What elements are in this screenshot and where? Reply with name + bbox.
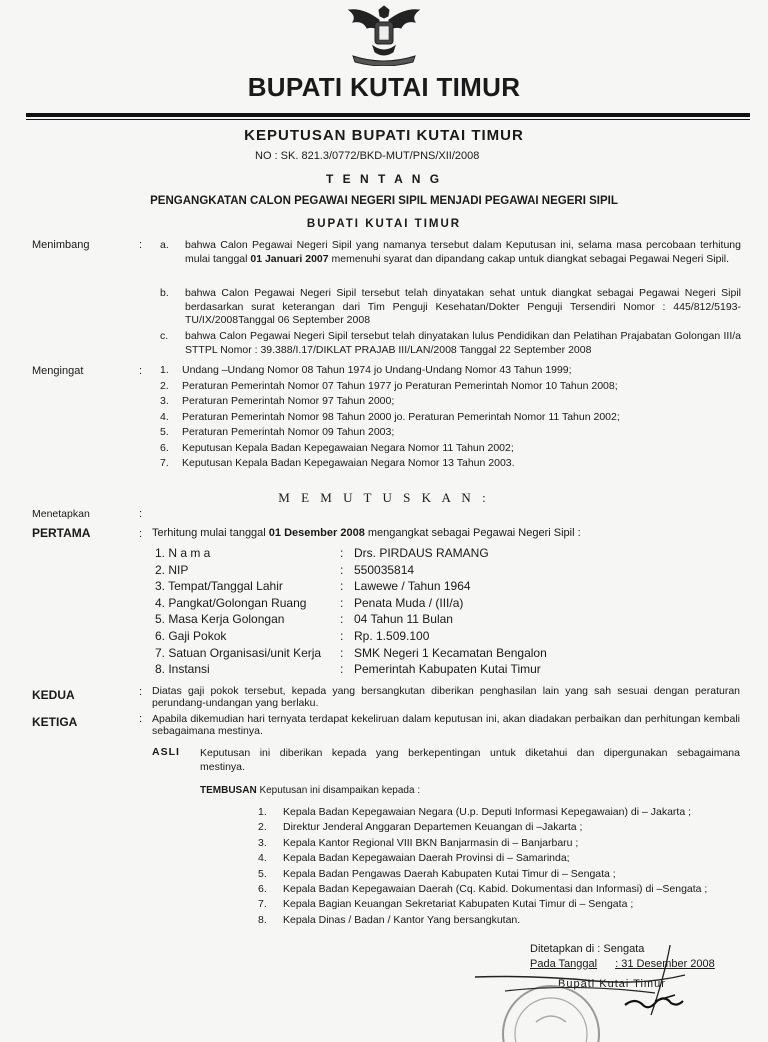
identity-row: 6. Gaji Pokok : Rp. 1.509.100: [155, 628, 430, 643]
kedua-label: KEDUA: [32, 688, 75, 702]
list-item: 2. Peraturan Pemerintah Nomor 07 Tahun 1977 jo Peraturan Pemerintah Nomor 10 Tahun 2008;: [160, 379, 618, 392]
colon: :: [139, 508, 143, 520]
list-item: 5. Peraturan Pemerintah Nomor 09 Tahun 2003;: [160, 426, 395, 438]
list-item: 3. Kepala Kantor Regional VIII BKN Banjarmasin di – Banjarbaru ;: [258, 836, 579, 849]
identity-row: 4. Pangkat/Golongan Ruang : Penata Muda / (III/a): [155, 595, 464, 610]
decree-subject: PENGANGKATAN CALON PEGAWAI NEGERI SIPIL MENJADI PEGAWAI NEGERI SIPIL: [150, 195, 618, 207]
ketiga-label: KETIGA: [32, 715, 78, 729]
menimbang-letter: c.: [160, 330, 169, 342]
list-item: 8. Kepala Dinas / Badan / Kantor Yang bersangkutan.: [258, 913, 521, 926]
menimbang-item: bahwa Calon Pegawai Negeri Sipil yang namanya tersebut dalam Keputusan ini, selama masa percobaan terhitung mulai tanggal 01 Januari 2007 memenuhi syarat dan dipandang cakap untuk diangkat sebagai Pegawai Negeri Sipil.: [185, 239, 741, 265]
colon: :: [139, 686, 143, 698]
asli-text: Keputusan ini diberikan kepada yang berkepentingan untuk diketahui dan dipergunakan sebagaimana mestinya.: [200, 747, 740, 773]
colon: :: [139, 528, 143, 540]
issuer-heading: BUPATI KUTAI TIMUR: [306, 218, 462, 230]
decree-title: KEPUTUSAN BUPATI KUTAI TIMUR: [244, 127, 524, 144]
garuda-emblem-icon: [343, 0, 425, 66]
identity-row: 7. Satuan Organisasi/unit Kerja : SMK Negeri 1 Kecamatan Bengalon: [155, 645, 547, 660]
list-item: 6. Kepala Badan Kepegawaian Daerah (Cq. Kabid. Dokumentasi dan Informasi) di –Sengata ;: [258, 882, 708, 895]
identity-row: 8. Instansi : Pemerintah Kabupaten Kutai Timur: [155, 662, 541, 677]
colon: :: [139, 365, 143, 377]
signer-office: Bupati Kutai Timur: [558, 978, 666, 990]
menimbang-letter: b.: [160, 287, 169, 299]
list-item: 1. Undang –Undang Nomor 08 Tahun 1974 jo Undang-Undang Nomor 43 Tahun 1999;: [160, 364, 572, 376]
asli-label: ASLI: [152, 746, 180, 758]
memutuskan-heading: M E M U T U S K A N :: [278, 490, 490, 505]
pertama-label: PERTAMA: [32, 526, 91, 540]
tembusan-intro: TEMBUSAN Keputusan ini disampaikan kepada :: [200, 785, 421, 796]
identity-row: 1. N a m a : Drs. PIRDAUS RAMANG: [155, 546, 489, 560]
list-item: 5. Kepala Badan Pengawas Daerah Kabupaten Kutai Timur di – Sengata ;: [258, 867, 616, 880]
menimbang-label: Menimbang: [32, 239, 90, 251]
tanggal-line: Pada Tanggal : 31 Desember 2008: [530, 958, 715, 970]
mengingat-label: Mengingat: [32, 365, 84, 377]
identity-table: [155, 546, 575, 679]
kedua-text: Diatas gaji pokok tersebut, kepada yang bersangkutan diberikan penghasilan lain yang sah sesuai dengan peraturan perundang-undangan yang berlaku.: [152, 685, 740, 709]
tembusan-list: [258, 806, 738, 929]
decree-number: NO : SK. 821.3/0772/BKD-MUT/PNS/XII/2008: [255, 150, 480, 162]
header-divider: [26, 113, 750, 117]
ketiga-text: Apabila dikemudian hari ternyata terdapat kekeliruan dalam keputusan ini, akan diadakan perbaikan dan perhitungan kembali sebagaimana mestinya.: [152, 713, 740, 737]
list-item: 6. Keputusan Kepala Badan Kepegawaian Negara Nomor 11 Tahun 2002;: [160, 441, 514, 454]
menimbang-item: bahwa Calon Pegawai Negeri Sipil tersebut telah dinyatakan lulus Pendidikan dan Pelatihan Prajabatan Golongan III/a STTPL Nomor : 39.388/I.17/DIKLAT PRAJAB III/LAN/2008 Tanggal 22 September 2008: [185, 330, 741, 356]
identity-row: 3. Tempat/Tanggal Lahir : Lawewe / Tahun 1964: [155, 579, 471, 594]
list-item: 2. Direktur Jenderal Anggaran Departemen Keuangan di –Jakarta ;: [258, 821, 583, 834]
tentang-heading: T E N T A N G: [325, 172, 443, 186]
menetapkan-label: Menetapkan: [32, 508, 90, 520]
page-title: BUPATI KUTAI TIMUR: [247, 72, 521, 102]
header-divider-thin: [26, 119, 750, 120]
menimbang-letter: a.: [160, 239, 169, 251]
menimbang-item: bahwa Calon Pegawai Negeri Sipil tersebut telah dinyatakan sehat untuk diangkat sebagai Pegawai Negeri Sipil berdasarkan surat keterangan dari Tim Penguji Kesehatan/Dokter Penguji Tersendiri Nomor : 445/812/5193-TU/IX/2008Tanggal 06 September 2008: [185, 287, 741, 326]
list-item: 7. Keputusan Kepala Badan Kepegawaian Negara Nomor 13 Tahun 2003.: [160, 457, 515, 469]
identity-row: 2. NIP : 550035814: [155, 562, 415, 577]
list-item: 7. Kepala Bagian Keuangan Sekretariat Kabupaten Kutai Timur di – Sengata ;: [258, 898, 634, 911]
colon: :: [139, 713, 143, 725]
list-item: 4. Peraturan Pemerintah Nomor 98 Tahun 2000 jo. Peraturan Pemerintah Nomor 11 Tahun 2002;: [160, 410, 620, 423]
ditetapkan-line: Ditetapkan di : Sengata: [530, 943, 645, 955]
identity-row: 5. Masa Kerja Golongan : 04 Tahun 11 Bulan: [155, 612, 453, 627]
list-item: 1. Kepala Badan Kepegawaian Negara (U.p. Deputi Informasi Kepegawaian) di – Jakarta ;: [258, 806, 691, 818]
colon: :: [139, 239, 143, 251]
pertama-text: Terhitung mulai tanggal 01 Desember 2008 mengangkat sebagai Pegawai Negeri Sipil :: [152, 527, 581, 539]
list-item: 3. Peraturan Pemerintah Nomor 97 Tahun 2000;: [160, 395, 395, 407]
mengingat-list: [160, 364, 740, 473]
signature-icon: [475, 945, 725, 1025]
list-item: 4. Kepala Badan Kepegawaian Daerah Provinsi di – Samarinda;: [258, 852, 570, 865]
